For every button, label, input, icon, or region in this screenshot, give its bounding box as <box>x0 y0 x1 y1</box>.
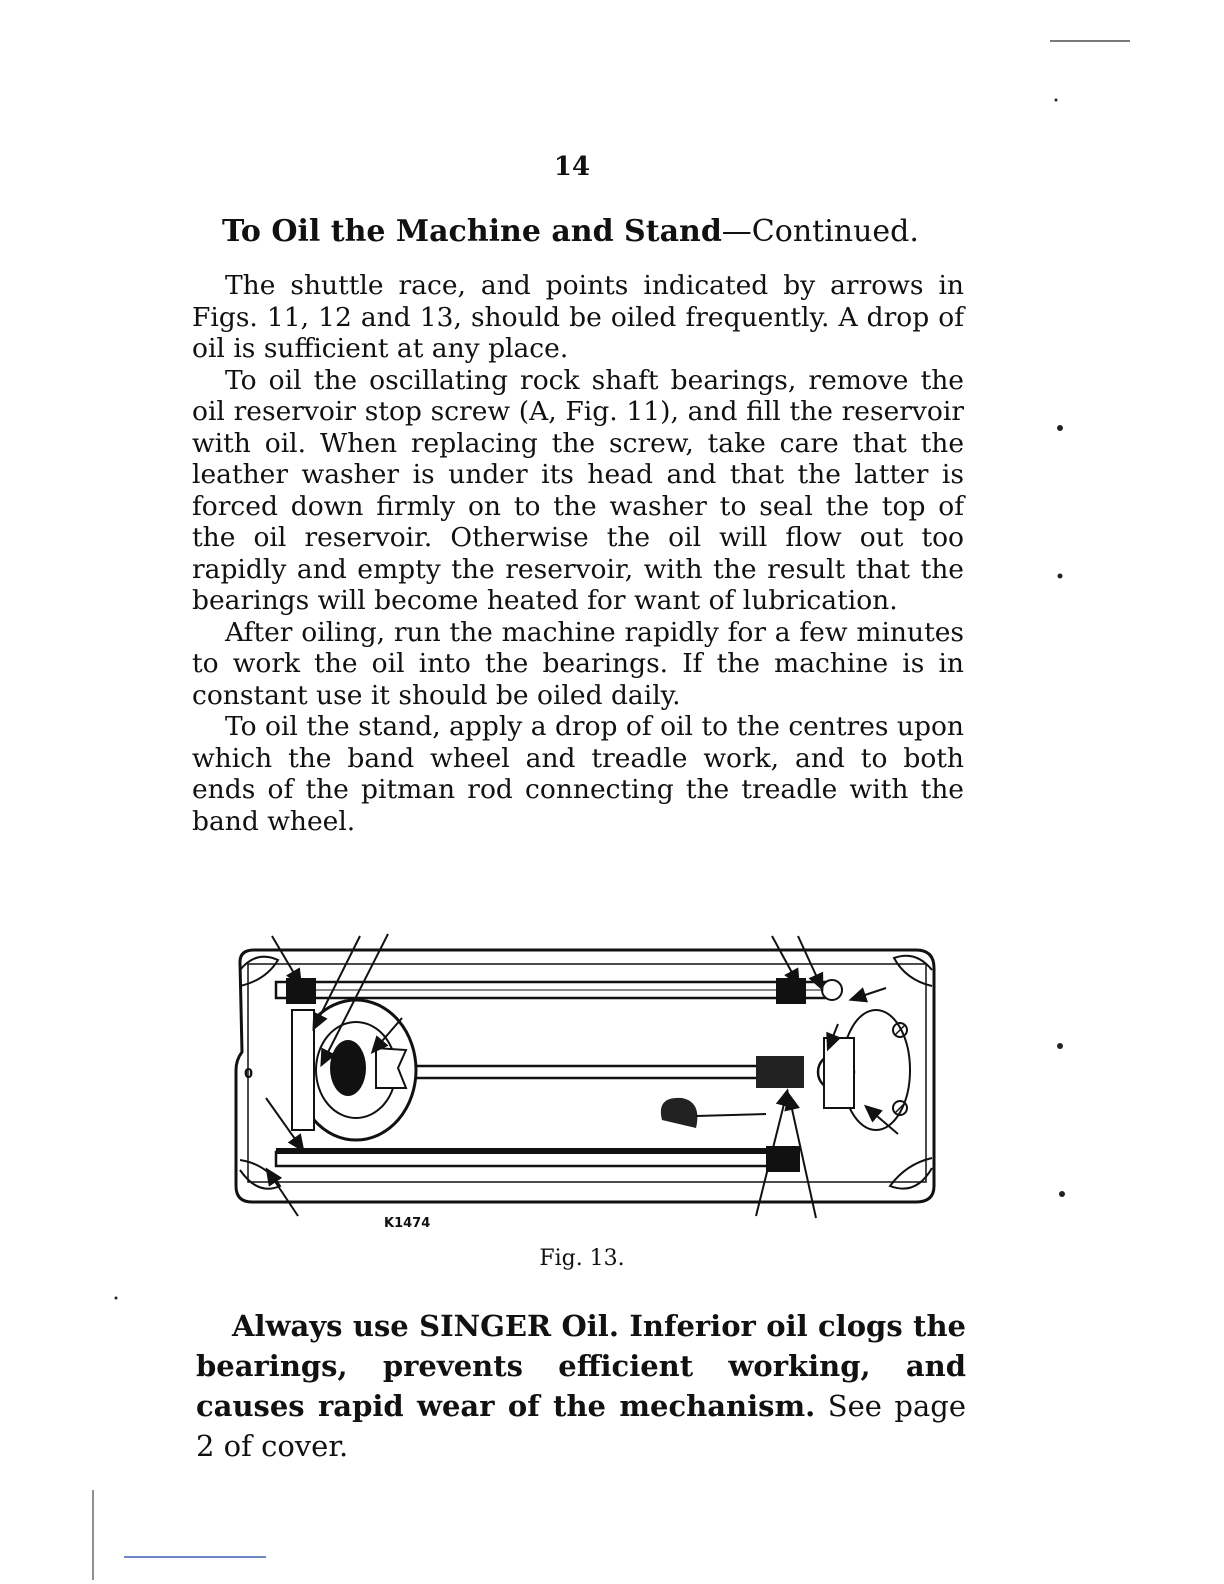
heading-title: To Oil the Machine and Stand <box>222 214 722 249</box>
notice-bold-text: Always use SINGER Oil. Inferior oil clogs the bearings, prevents efficient working, and causes rapid wear of the mechanism. <box>196 1309 966 1423</box>
paragraph: After oiling, run the machine rapidly for a few minutes to work the oil into the bearings. If the machine is in constant use it should be oiled daily. <box>192 616 964 711</box>
bottom-rule <box>124 1556 266 1558</box>
figure-label-zero: 0 <box>244 1067 254 1082</box>
machine-underside-illustration <box>226 920 942 1230</box>
oil-notice <box>196 1306 966 1466</box>
heading-continued: —Continued. <box>721 214 919 249</box>
paragraph: To oil the oscillating rock shaft bearings, remove the oil reservoir stop screw (A, Fig. 11), and fill the reservoir with oil. When replacing the screw, take care that the leather washer is under its head and that the latter is forced down firmly on to the washer to seal the top of the oil reservoir. Otherwise the oil will flow out too rapidly and empty the reservoir, with the result that the bearings will become heated for want of lubrication. <box>192 364 964 616</box>
paragraph: The shuttle race, and points indicated by arrows in Figs. 11, 12 and 13, should be oiled frequently. A drop of oil is sufficient at any place. <box>192 270 964 364</box>
figure-code: K1474 <box>384 1216 431 1231</box>
figure-caption: Fig. 13. <box>539 1246 625 1271</box>
paragraph: To oil the stand, apply a drop of oil to the centres upon which the band wheel and treadle work, and to both ends of the pitman rod connecting the treadle with the band wheel. <box>192 711 964 837</box>
section-heading <box>222 214 982 249</box>
body-text <box>192 270 964 837</box>
page-number: 14 <box>553 152 591 182</box>
notice-reference: See page 2 of cover. <box>196 1389 966 1463</box>
